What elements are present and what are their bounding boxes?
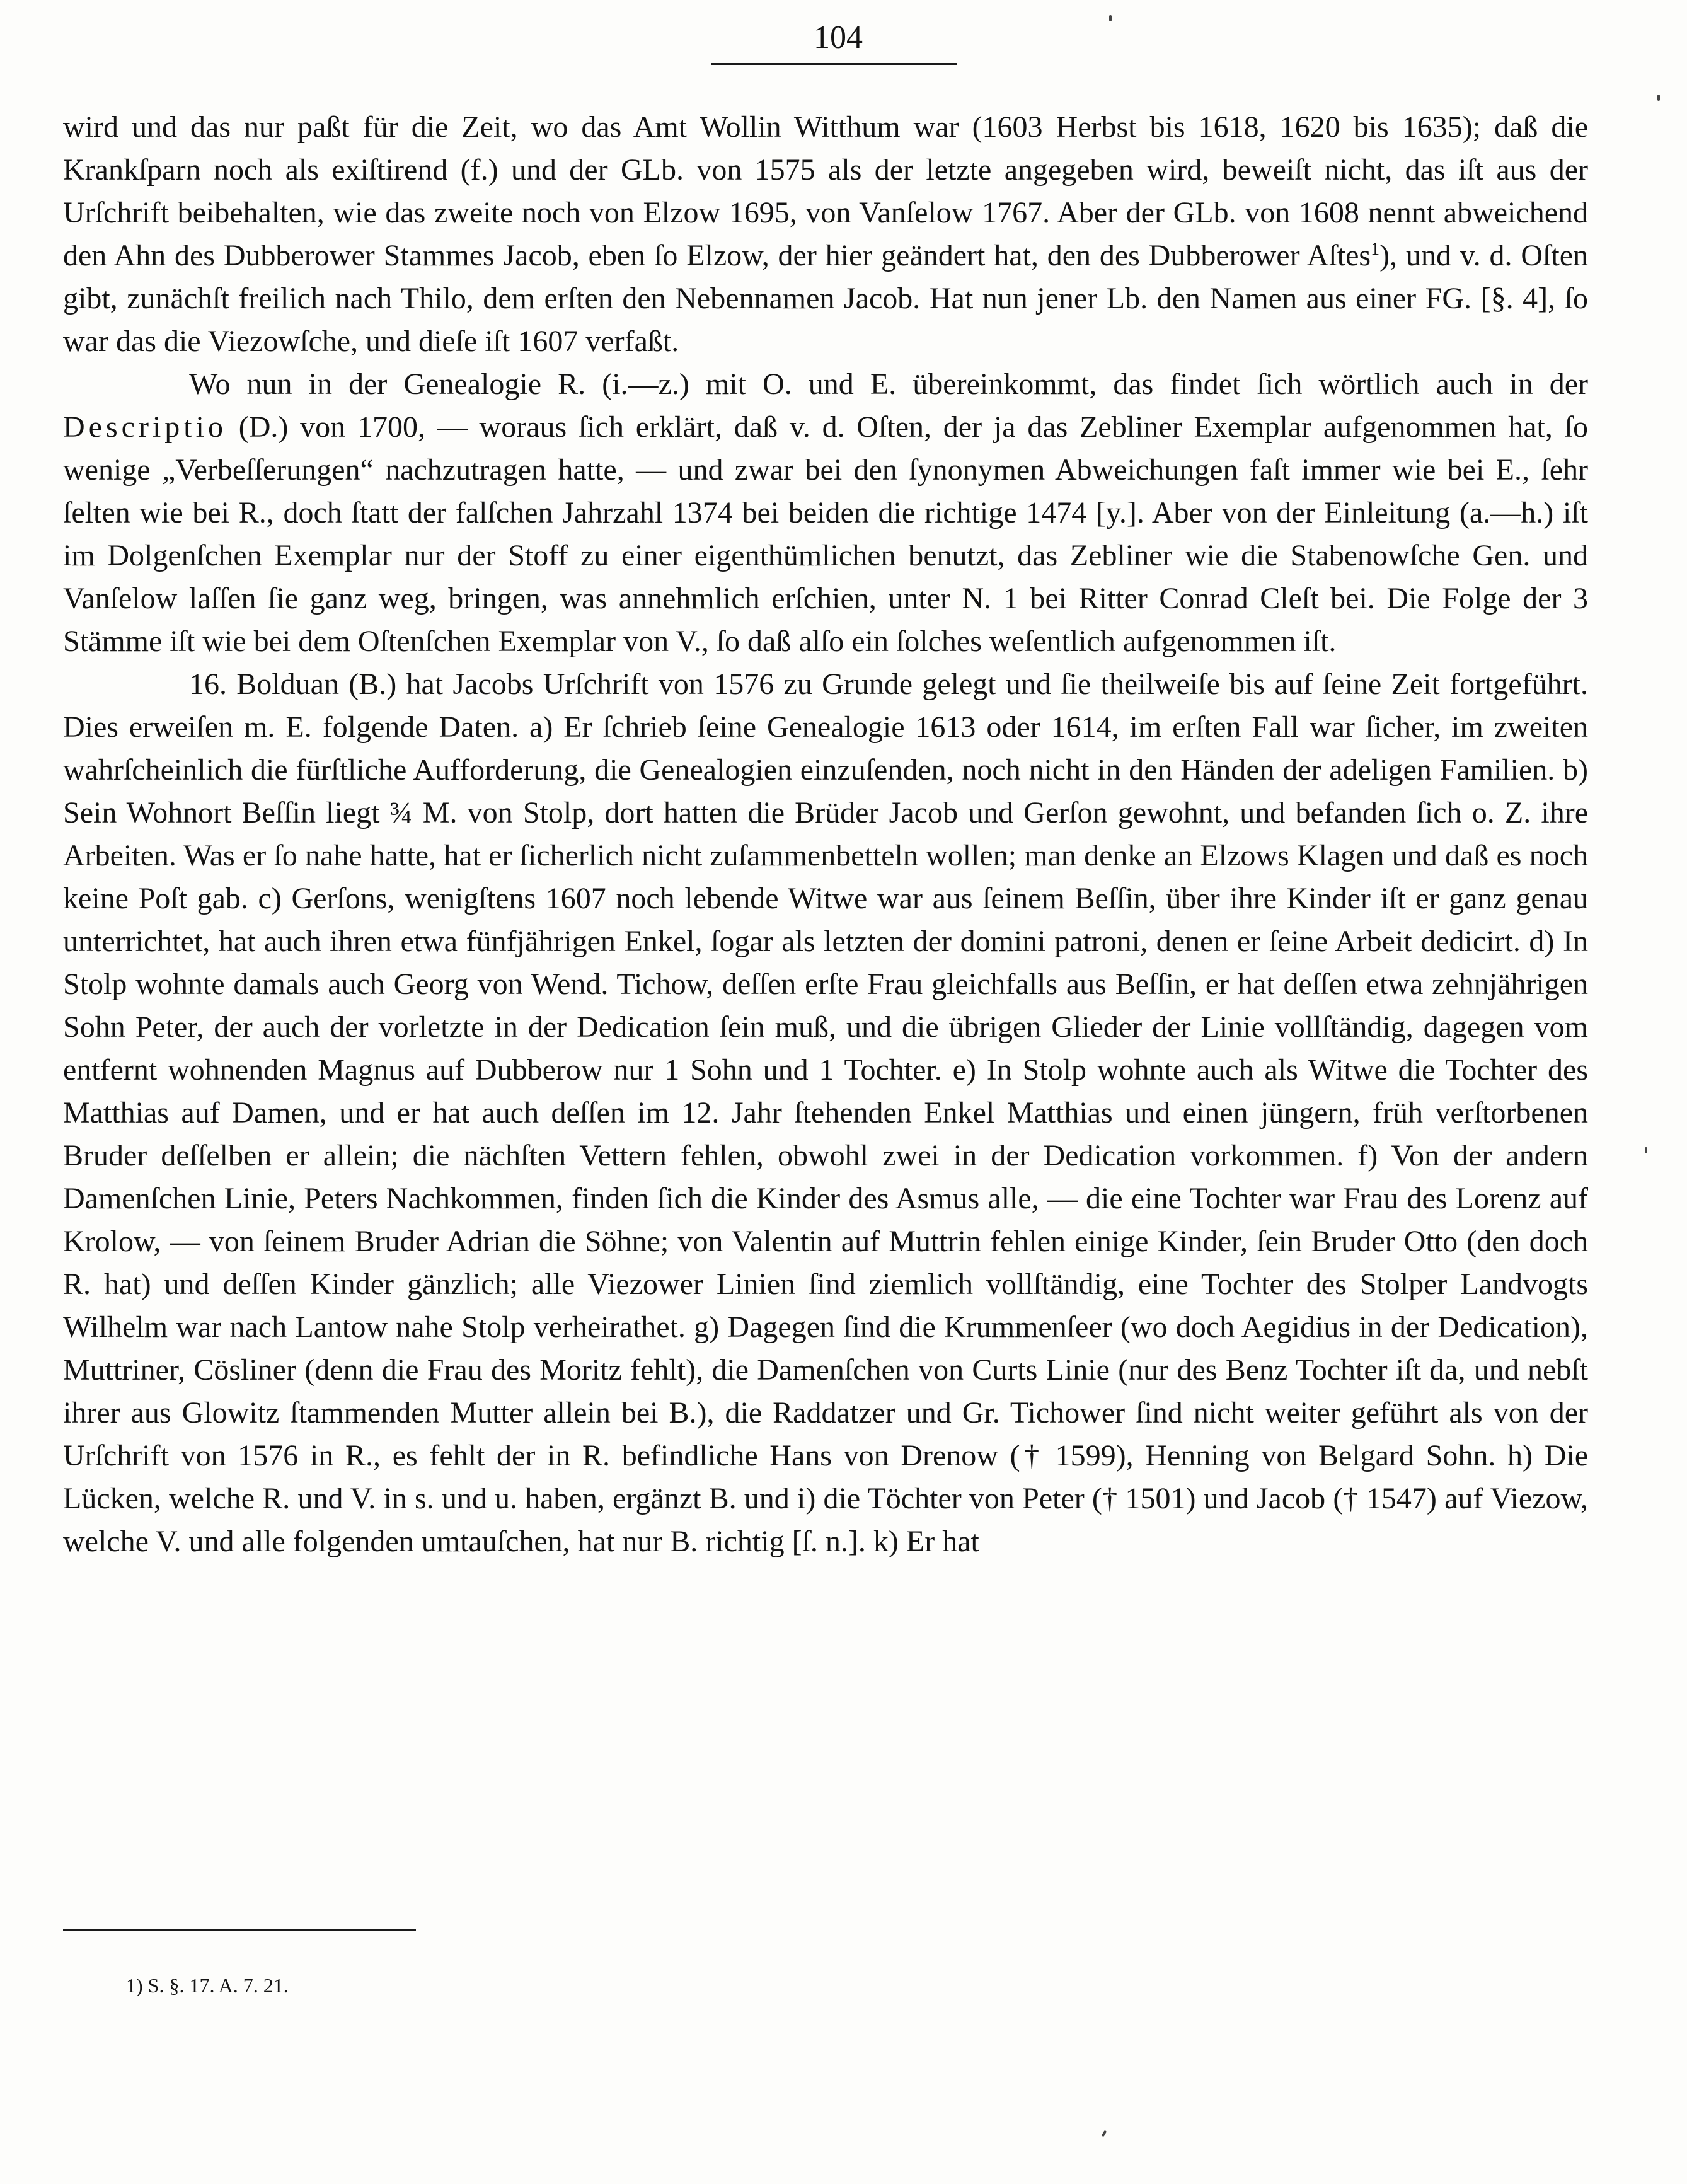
- footnote-reference: 1: [1371, 240, 1380, 259]
- paragraph-1-text: wird und das nur paßt für die Zeit, wo das Amt Wollin Witthum war (1603 Herbst bis 1618, 1620 bis 1635); daß die Krankſparn noch als exiſtirend (f.) und der GLb. von 1575 als der letzte angegeben wird, beweiſt nicht, das iſt aus der Urſchrift beibehalten, wie das zweite noch von Elzow 1695, von Vanſelow 1767. Aber der GLb. von 1608 nennt abweichend den Ahn des Dubberower Stammes Jacob, eben ſo Elzow, der hier geändert hat, den des Dubberower Aſtes: [63, 110, 1588, 272]
- footnote-rule: [63, 1929, 416, 1931]
- paragraph-1-text-after: ), und v. d. Oſten gibt, zunächſt freilich nach Thilo, dem erſten den Nebennamen Jacob. Hat nun jener Lb. den Namen aus einer FG. [§. 4], ſo war das die Viezowſche, und dieſe iſt 1607 verfaßt.: [63, 239, 1588, 358]
- paragraph-2-text-after: (D.) von 1700, — woraus ſich erklärt, daß v. d. Oſten, der ja das Zebliner Exemplar aufgenommen hat, ſo wenige „Verbeſſerungen“ nachzutragen hatte, — und zwar bei den ſynonymen Abweichungen faſt immer wie bei E., ſehr ſelten wie bei R., doch ſtatt der falſchen Jahrzahl 1374 bei beiden die richtige 1474 [y.]. Aber von der Einleitung (a.—h.) iſt im Dolgenſchen Exemplar nur der Stoff zu einer eigenthümlichen benutzt, das Zebliner wie die Stabenowſche Gen. und Vanſelow laſſen ſie ganz weg, bringen, was annehmlich erſchien, unter N. 1 bei Ritter Conrad Cleſt bei. Die Folge der 3 Stämme iſt wie bei dem Oſtenſchen Exemplar von V., ſo daß alſo ein ſolches weſentlich aufgenommen iſt.: [63, 410, 1589, 658]
- scan-speck: [1657, 95, 1660, 101]
- paragraph-2: [63, 363, 1588, 663]
- paragraph-2-text: Wo nun in der Genealogie R. (i.—z.) mit O. und E. übereinkommt, das findet ſich wörtlich auch in der: [189, 367, 1588, 401]
- paragraph-3: [63, 663, 1588, 1563]
- paragraph-1: [63, 106, 1588, 363]
- footnote: 1) S. §. 17. A. 7. 21.: [126, 1974, 289, 1997]
- paragraph-3-text: 16. Bolduan (B.) hat Jacobs Urſchrift von 1576 zu Grunde gelegt und ſie theilweiſe bis auf ſeine Zeit fortgeführt. Dies erweiſen m. E. folgende Daten. a) Er ſchrieb ſeine Genealogie 1613 oder 1614, im erſten Fall war ſicher, im zweiten wahrſcheinlich die fürſtliche Aufforderung, die Genealogien einzuſenden, noch nicht in den Händen der adeligen Familien. b) Sein Wohnort Beſſin liegt ¾ M. von Stolp, dort hatten die Brüder Jacob und Gerſon gewohnt, und befanden ſich o. Z. ihre Arbeiten. Was er ſo nahe hatte, hat er ſicherlich nicht zuſammenbetteln wollen; man denke an Elzows Klagen und daß es noch keine Poſt gab. c) Gerſons, wenigſtens 1607 noch lebende Witwe war aus ſeinem Beſſin, über ihre Kinder iſt er ganz genau unterrichtet, hat auch ihren etwa fünfjährigen Enkel, ſogar als letzten der domini patroni, denen er ſeine Arbeit dedicirt. d) In Stolp wohnte damals auch Georg von Wend. Tichow, deſſen erſte Frau gleichfalls aus Beſſin, er hat deſſen etwa zehnjährigen Sohn Peter, der auch der vorletzte in der Dedication ſein muß, und die übrigen Glieder der Linie vollſtändig, dagegen vom entfernt wohnenden Magnus auf Dubberow nur 1 Sohn und 1 Tochter. e) In Stolp wohnte auch als Witwe die Tochter des Matthias auf Damen, und er hat auch deſſen im 12. Jahr ſtehenden Enkel Matthias und einen jüngern, früh verſtorbenen Bruder deſſelben er allein; die nächſten Vettern fehlen, obwohl zwei in der Dedication vorkommen. f) Von der andern Damenſchen Linie, Peters Nachkommen, finden ſich die Kinder des Asmus alle, — die eine Tochter war Frau des Lorenz auf Krolow, — von ſeinem Bruder Adrian die Söhne; von Valentin auf Muttrin fehlen einige Kinder, ſein Bruder Otto (den doch R. hat) und deſſen Kinder gänzlich; alle Viezower Linien ſind ziemlich vollſtändig, eine Tochter des Stolper Landvogts Wilhelm war nach Lantow nahe Stolp verheirathet. g) Dagegen ſind die Krummenſeer (wo doch Aegidius in der Dedication), Muttriner, Cösliner (denn die Frau des Moritz fehlt), die Damenſchen von Curts Linie (nur des Benz Tochter iſt da, und nebſt ihrer aus Glowitz ſtammenden Mutter allein bei B.), die Raddatzer und Gr. Tichower ſind nicht weiter geführt als von der Urſchrift von 1576 in R., es fehlt der in R. befindliche Hans von Drenow († 1599), Henning von Belgard Sohn. h) Die Lücken, welche R. und V. in s. und u. haben, ergänzt B. und i) die Töchter von Peter († 1501) und Jacob († 1547) auf Viezow, welche V. und alle folgenden umtauſchen, hat nur B. richtig [ſ. n.]. k) Er hat: [63, 667, 1588, 1558]
- descriptio-term: Descriptio: [63, 410, 227, 444]
- page-number: 104: [814, 20, 863, 55]
- header-rule: [711, 63, 957, 65]
- scan-speck: [1102, 2130, 1107, 2137]
- scan-speck: [1109, 15, 1112, 21]
- scan-speck: [1645, 1147, 1647, 1153]
- body-text: [63, 106, 1588, 1563]
